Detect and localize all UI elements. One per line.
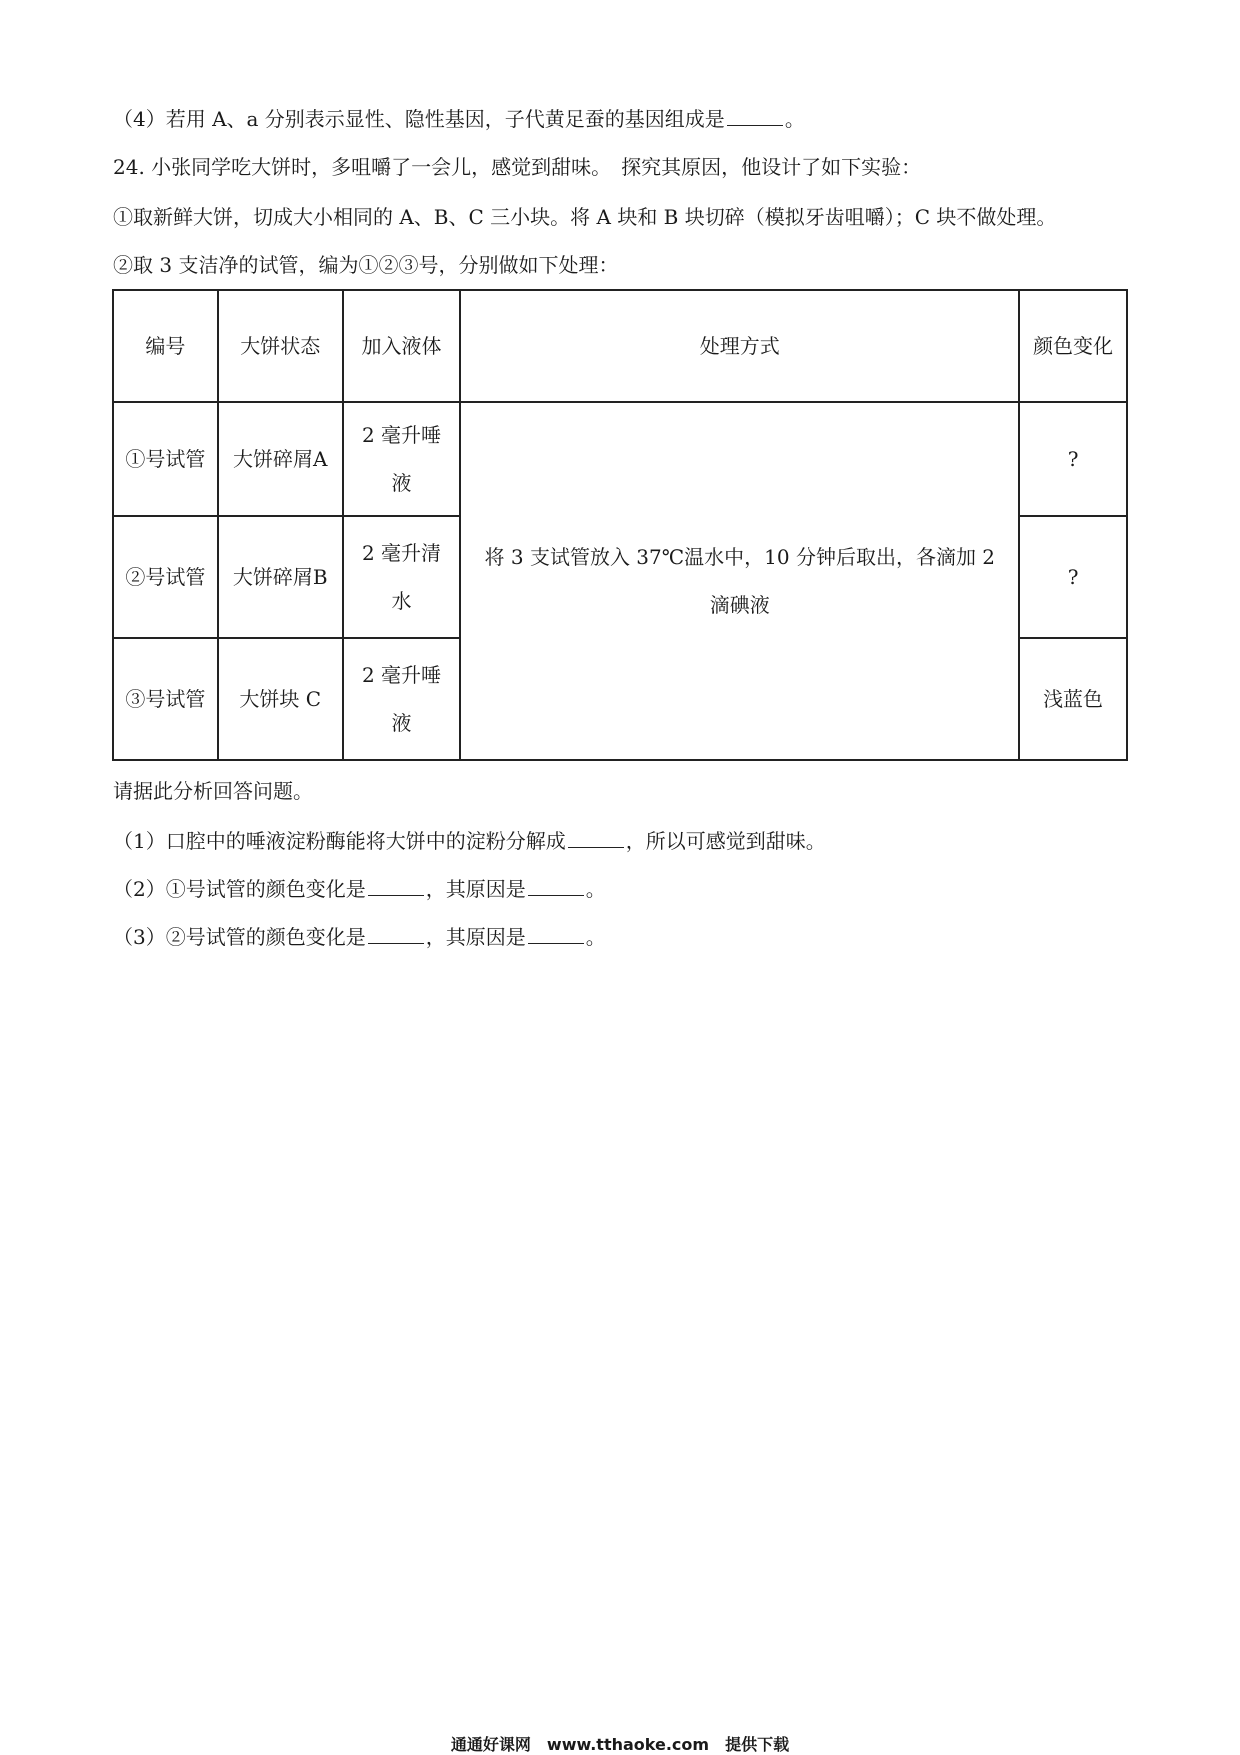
sub-question-1 — [113, 826, 826, 856]
color-change: ? — [1019, 402, 1127, 516]
sub-question-2-text: （2）①号试管的颜色变化是 — [113, 877, 366, 901]
added-liquid: 2 毫升清水 — [343, 516, 461, 638]
added-liquid: 2 毫升唾液 — [343, 638, 461, 760]
table-row — [113, 402, 1127, 516]
tube-id: ③号试管 — [113, 638, 218, 760]
cake-state: 大饼碎屑B — [218, 516, 343, 638]
answer-blank — [528, 875, 584, 896]
sub-question-2-end: 。 — [585, 877, 606, 901]
answer-blank — [368, 923, 424, 944]
color-change: ? — [1019, 516, 1127, 638]
treatment-method: 将 3 支试管放入 37℃温水中，10 分钟后取出，各滴加 2 滴碘液 — [460, 402, 1019, 760]
question-4-text: （4）若用 A、a 分别表示显性、隐性基因，子代黄足蚕的基因组成是 — [113, 107, 725, 131]
analysis-prompt: 请据此分析回答问题。 — [113, 779, 313, 803]
sub-question-3-end: 。 — [585, 925, 606, 949]
tube-id: ①号试管 — [113, 402, 218, 516]
question-4 — [113, 104, 805, 134]
sub-question-2-mid: ，其原因是 — [425, 877, 526, 901]
sub-question-1-end: ，所以可感觉到甜味。 — [625, 829, 826, 853]
cake-state: 大饼块 C — [218, 638, 343, 760]
step-2: ②取 3 支洁净的试管，编为①②③号，分别做如下处理： — [113, 253, 619, 277]
page-footer: 通通好课网 www.tthaoke.com 提供下载 — [450, 1735, 790, 1754]
header-cell: 颜色变化 — [1019, 290, 1127, 402]
header-cell: 处理方式 — [460, 290, 1019, 402]
answer-blank — [528, 923, 584, 944]
question-24-title: 24. 小张同学吃大饼时，多咀嚼了一会儿，感觉到甜味。 探究其原因，他设计了如下实验： — [113, 155, 922, 179]
question-4-end: 。 — [784, 107, 805, 131]
cake-state: 大饼碎屑A — [218, 402, 343, 516]
answer-blank — [368, 875, 424, 896]
table-header-row — [113, 290, 1127, 402]
added-liquid: 2 毫升唾液 — [343, 402, 461, 516]
header-cell: 加入液体 — [343, 290, 461, 402]
header-cell: 编号 — [113, 290, 218, 402]
answer-blank — [568, 827, 624, 848]
sub-question-3-text: （3）②号试管的颜色变化是 — [113, 925, 366, 949]
step-1: ①取新鲜大饼，切成大小相同的 A、B、C 三小块。将 A 块和 B 块切碎（模拟牙齿咀嚼）；C 块不做处理。 — [113, 205, 1057, 229]
sub-question-3 — [113, 922, 606, 952]
sub-question-1-text: （1）口腔中的唾液淀粉酶能将大饼中的淀粉分解成 — [113, 829, 566, 853]
tube-id: ②号试管 — [113, 516, 218, 638]
color-change: 浅蓝色 — [1019, 638, 1127, 760]
experiment-table — [112, 289, 1128, 761]
sub-question-3-mid: ，其原因是 — [425, 925, 526, 949]
answer-blank — [727, 105, 783, 126]
sub-question-2 — [113, 874, 606, 904]
header-cell: 大饼状态 — [218, 290, 343, 402]
